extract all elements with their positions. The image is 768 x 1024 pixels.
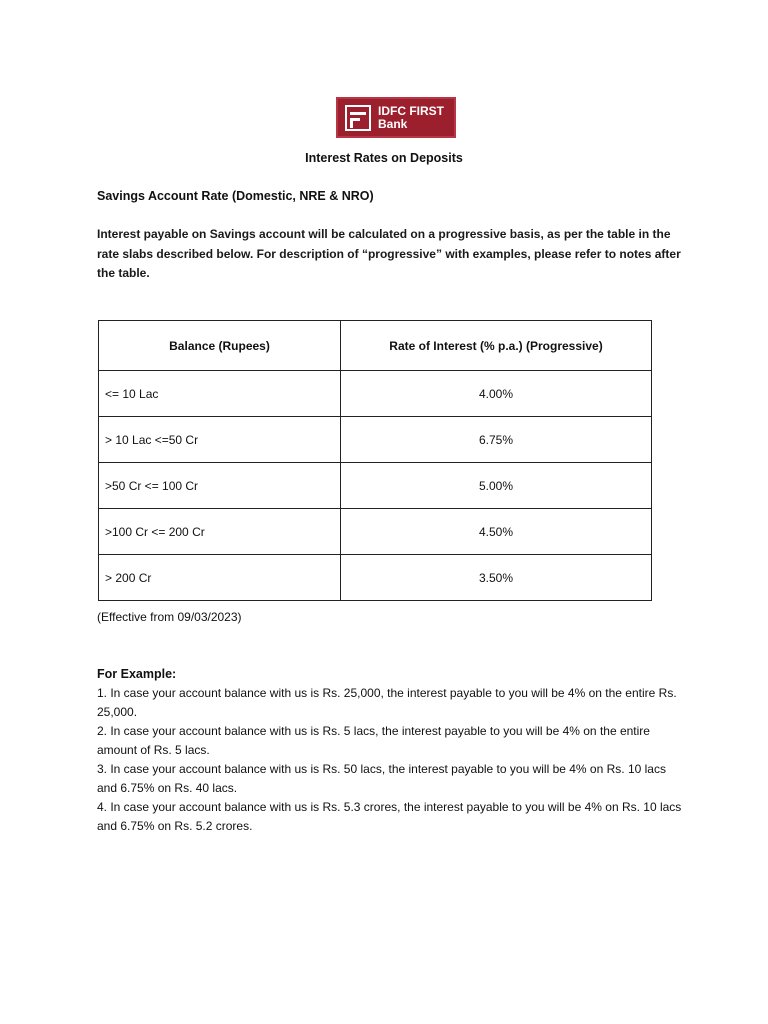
header-rate: Rate of Interest (% p.a.) (Progressive) — [341, 321, 652, 371]
example-item: 3. In case your account balance with us is Rs. 50 lacs, the interest payable to you will be 4% on Rs. 10 lacs and 6.75% on Rs. 40 lacs. — [97, 762, 666, 795]
example-item: 4. In case your account balance with us is Rs. 5.3 crores, the interest payable to you will be 4% on Rs. 10 lacs and 6.75% on Rs. 5.2 crores. — [97, 800, 682, 833]
table-row — [99, 371, 652, 417]
intro-paragraph: Interest payable on Savings account will be calculated on a progressive basis, as per the table in the rate slabs described below. For description of “progressive” with examples, please refer to notes after the table. — [97, 227, 681, 280]
logo-mark-icon — [345, 105, 371, 131]
interest-rate-table — [98, 320, 652, 601]
header-balance: Balance (Rupees) — [99, 321, 341, 371]
rate-cell: 3.50% — [341, 555, 652, 601]
logo-line-2: Bank — [378, 116, 408, 131]
bank-logo — [336, 97, 456, 138]
rate-cell: 4.50% — [341, 509, 652, 555]
balance-cell: > 200 Cr — [99, 555, 341, 601]
section-subtitle: Savings Account Rate (Domestic, NRE & NRO) — [97, 189, 374, 203]
examples-list — [97, 684, 687, 836]
rate-cell: 6.75% — [341, 417, 652, 463]
example-item: 1. In case your account balance with us is Rs. 25,000, the interest payable to you will be 4% on the entire Rs. 25,000. — [97, 686, 677, 719]
table-row — [99, 555, 652, 601]
logo-text — [378, 105, 444, 131]
balance-cell: > 10 Lac <=50 Cr — [99, 417, 341, 463]
page-title: Interest Rates on Deposits — [305, 151, 463, 165]
example-item: 2. In case your account balance with us is Rs. 5 lacs, the interest payable to you will be 4% on the entire amount of Rs. 5 lacs. — [97, 724, 650, 757]
balance-cell: <= 10 Lac — [99, 371, 341, 417]
table-row — [99, 463, 652, 509]
logo-line-1: IDFC FIRST — [378, 103, 444, 118]
rate-cell: 5.00% — [341, 463, 652, 509]
rate-cell: 4.00% — [341, 371, 652, 417]
effective-date-note: (Effective from 09/03/2023) — [97, 610, 242, 624]
table-header-row — [99, 321, 652, 371]
balance-cell: >100 Cr <= 200 Cr — [99, 509, 341, 555]
balance-cell: >50 Cr <= 100 Cr — [99, 463, 341, 509]
table-row — [99, 417, 652, 463]
table-row — [99, 509, 652, 555]
examples-heading: For Example: — [97, 667, 177, 681]
